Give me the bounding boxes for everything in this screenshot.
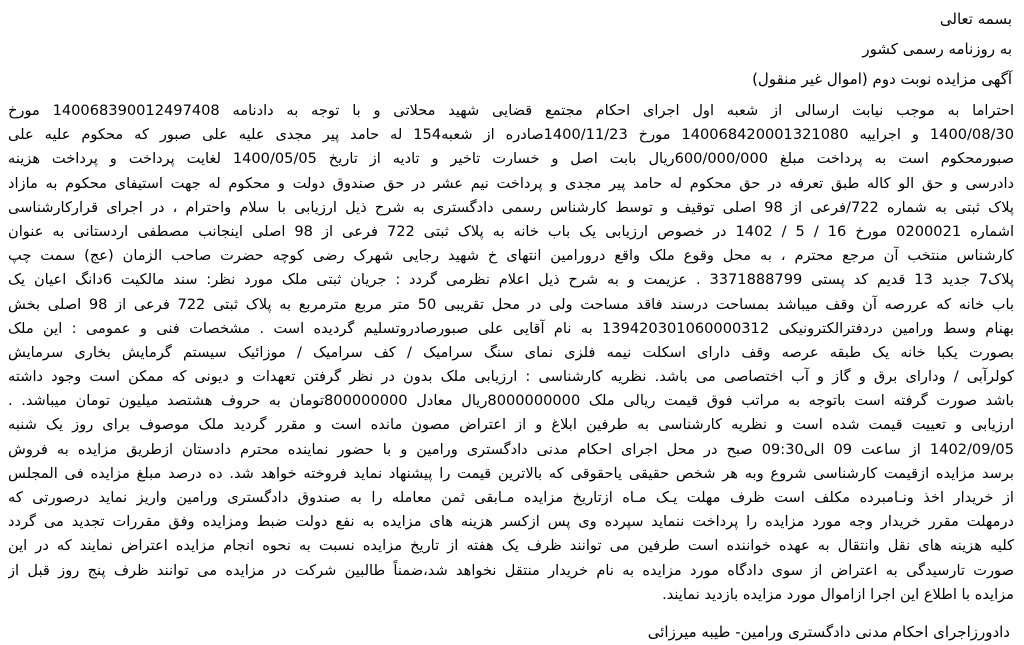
body-line: کولرآبی / ودارای برق و گاز و آب اختصاصی می باشد. نظریه کارشناسی : ارزیابی ملک بدون در نظر گرفتن تعهدات و دیونی که ممکن است وجود داشته [8,368,1014,386]
body-line: 1400/08/30 و اجراییه 140068420001321080 مورخ 1400/11/23صادره از شعبه154 له حامد پیر مجدی علیه علی صبور که محکوم علیه علی [8,126,1014,144]
body-line: پلاک ثبتی به شماره 722/فرعی از 98 اصلی توقیف و توسط کارشناس رسمی دادگستری به شرح ذیل ارزیابی با سلام واحترام ، در اجرای قرارکارشناسی [8,198,1014,216]
body-line: مزایده با اطلاع این اجرا ازاموال مورد مزایده بازدید نمایند. [662,585,1014,603]
body-line: بهنام وسط ورامین دردفترالکترونیکی 139420301060000312 به نام آقایی علی صبورصادروتسلیم گردیده است . مشخصات فنی و عمومی : این ملک [8,319,1014,337]
newspaper-addressee: به روزنامه رسمی کشور [862,40,1012,58]
legal-notice-document [8,4,1014,639]
body-line: صورت تارسیدگی به اعتراض از سوی دادگاه مورد مزایده به نام خریدار منتقل نخواهد شد،ضمناً طالبین شرکت در مزایده می توانند ظرف پنج روز قبل از [8,561,1014,579]
body-line: پلاک7 جدید 13 قدیم کد پستی 3371888799 . عزیمت و به شرح ذیل اعلام نظرمی گردد : جریان ثبتی ملک مورد نظر: سند مالکیت 6دانگ اعیان یک [8,271,1014,289]
notice-body [8,99,1014,607]
notice-title: آگهی مزایده نوبت دوم (اموال غیر منقول) [752,70,1012,88]
body-line: ارزیابی و تعییت قیمت شده است و نظریه کارشناسی به طرفین ابلاغ و از اعتراض مصون مانده است و مقرر گردید ملک موصوف برای روز یک شنبه [8,416,1014,434]
body-line: دادرسی و حق الو کاله طبق تعرفه در حق محکوم له حامد پیر مجدی و پرداخت نیم عشر در حق صندوق دولت و محکوم له جهت استیفای محکوم به مازاد [8,174,1014,192]
signature-line: دادورزاجرای احکام مدنی دادگستری ورامین- طیبه میرزائی [647,622,1010,641]
body-line: درمهلت مقرر خریدار وجه مورد مزایده را پرداخت ننماید سپرده وی پس ازکسر هزینه های مزایده به نفع دولت ضبط ومزایده وفق مقررات تجدید می گردد [8,513,1014,531]
body-line: باب خانه که عررصه آن وقف میباشد بمساحت درسند فاقد مساحت ولی در محل تقریبی 50 متر مربع مترمربع به پلاک ثبتی 722 فرعی از 98 اصلی بخش [8,295,1014,313]
invocation-heading: بسمه تعالی [939,10,1012,28]
body-line: از خریدار اخذ ونـامبرده مکلف است ظرف مهلت یـک مـاه ازتاریخ مزایده مـابقی ثمن معامله را به صندوق دادگستری ورامین واریز نماید درصورتی که [8,489,1014,506]
body-line: کلیه هزینه های نقل وانتقال به عهده خواننده است طرفین می توانند ظرف یک هفته از تاریخ مزایده نسبت به نحوه انجام مزایده اعتراض نمایند که در این [8,537,1014,555]
body-line: بصورت یکبا خانه یک طبقه عرصه وقف دارای اسکلت نیمه فلزی نمای سنگ سرامیک / کف سرامیک / موزائیک سیستم گرمایش بخاری سرمایش [8,343,1014,361]
body-line: صبورمحکوم است به پرداخت مبلغ 600/000/000ریال بابت اصل و خسارت تاخیر و تادیه از تاریخ 1400/05/05 لغایت پرداخت و پرداخت هزینه [8,150,1014,168]
body-line: کارشناس منتخب آن مرجع محترم ، به محل وقوع ملک واقع درورامین انتهای خ شهید رجایی شهرک رضی کوچه حضرت صاحب الزمان (عج) سمت چپ [8,247,1014,265]
body-line: 1402/09/05 از ساعت 09 الی09:30 صبح در محل اجرای احکام مدنی دادگستری ورامین و با حضور نماینده محترم دادستان ازطریق مزایده به فروش [8,440,1014,458]
body-line: احتراما به موجب نیابت ارسالی از شعبه اول اجرای احکام مجتمع قضایی شهید محلاتی و با توجه به دادنامه 140068390012497408 مورخ [8,102,1014,119]
body-line: باشد صورت گرفته است باتوجه به مراتب فوق قیمت ریالی ملک 8000000000ریال معادل 800000000تومان به حروف هشتصد میلیون تومان میباشد. . [8,392,1014,410]
body-line: برسد مزایده ازقیمت کارشناسی شروع وبه هر شخص حقیقی یاحقوقی که بالاترین قیمت را پیشنهاد نماید فروخته خواهد شد. ده درصد مبلغ مزایده فی المجلس [8,464,1014,482]
body-line: اشماره 0200021 مورخ 16 / 5 / 1402 در خصوص ارزیابی یک باب خانه به پلاک ثبتی 722 فرعی از 98 اصلی اینجانب مصطفی اردستانی به عنوان [8,222,1014,240]
